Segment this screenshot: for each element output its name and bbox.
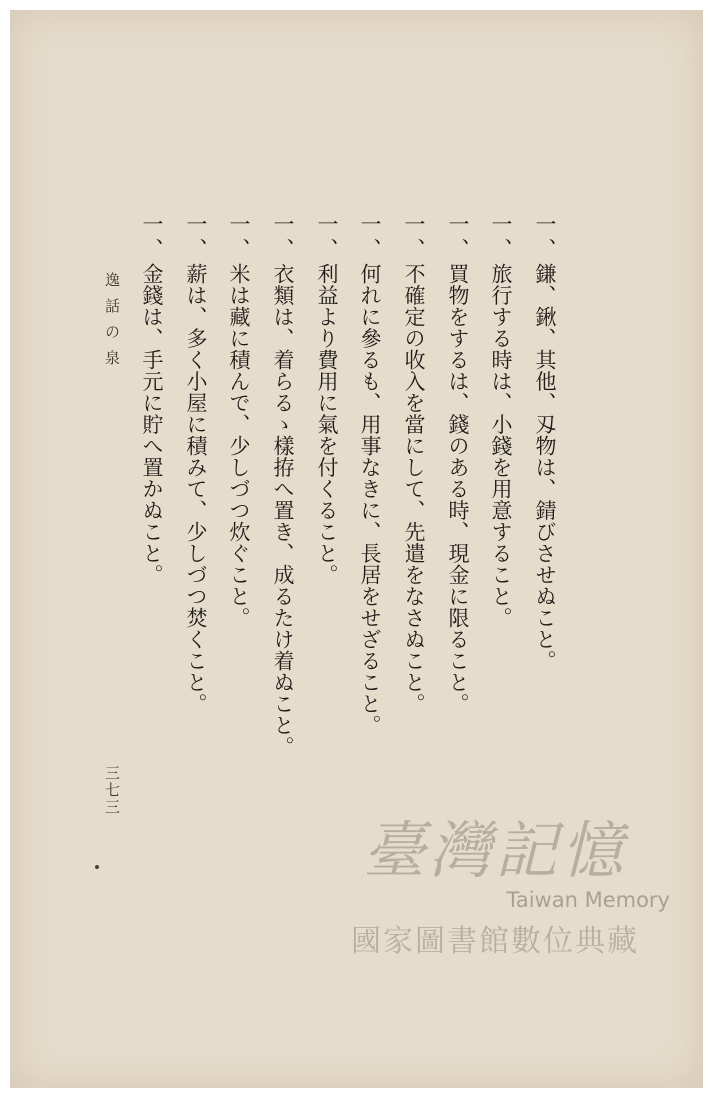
line-marker: 一、 xyxy=(140,213,164,263)
text-line-4 xyxy=(397,213,431,715)
text-line-5 xyxy=(353,213,387,736)
line-marker: 一、 xyxy=(358,213,382,263)
text-line-3 xyxy=(441,213,475,715)
page-number: 三七三 xyxy=(103,765,121,816)
text-line-10 xyxy=(135,213,169,586)
line-marker: 一、 xyxy=(489,213,513,263)
text-line-1 xyxy=(528,213,562,672)
page-dot xyxy=(95,865,99,869)
line-marker: 一、 xyxy=(533,213,557,263)
line-marker: 一、 xyxy=(446,213,470,263)
line-text: 買物をするは、錢のある時、現金に限ること。 xyxy=(446,263,470,715)
line-marker: 一、 xyxy=(271,213,295,263)
line-text: 利益より費用に氣を付くること。 xyxy=(315,263,339,586)
line-text: 鎌、鍬、其他、刄物は、錆びさせぬこと。 xyxy=(533,263,557,672)
text-line-2 xyxy=(484,213,518,629)
line-text: 薪は、多く小屋に積みて、少しづつ焚くこと。 xyxy=(184,263,208,715)
line-marker: 一、 xyxy=(184,213,208,263)
watermark-subtitle: 國家圖書館數位典藏 xyxy=(351,924,639,959)
running-header: 逸話の泉 xyxy=(103,272,121,376)
line-text: 金錢は、手元に貯へ置かぬこと。 xyxy=(140,263,164,586)
line-marker: 一、 xyxy=(227,213,251,263)
line-marker: 一、 xyxy=(315,213,339,263)
line-marker: 一、 xyxy=(402,213,426,263)
text-line-6 xyxy=(310,213,344,586)
line-text: 米は藏に積んで、少しづつ炊ぐこと。 xyxy=(227,263,251,629)
text-line-7 xyxy=(266,213,300,758)
watermark-english: Taiwan Memory xyxy=(506,888,670,912)
line-text: 衣類は、着らるゝ樣拵へ置き、成るたけ着ぬこと。 xyxy=(271,263,295,758)
line-text: 不確定の收入を當にして、先遣をなさぬこと。 xyxy=(402,263,426,715)
line-text: 何れに參るも、用事なきに、長居をせざること。 xyxy=(358,263,382,736)
watermark xyxy=(310,814,680,960)
text-line-9 xyxy=(179,213,213,715)
watermark-title: 臺灣記憶 xyxy=(362,814,627,887)
text-line-8 xyxy=(222,213,256,629)
line-text: 旅行する時は、小錢を用意すること。 xyxy=(489,263,513,629)
